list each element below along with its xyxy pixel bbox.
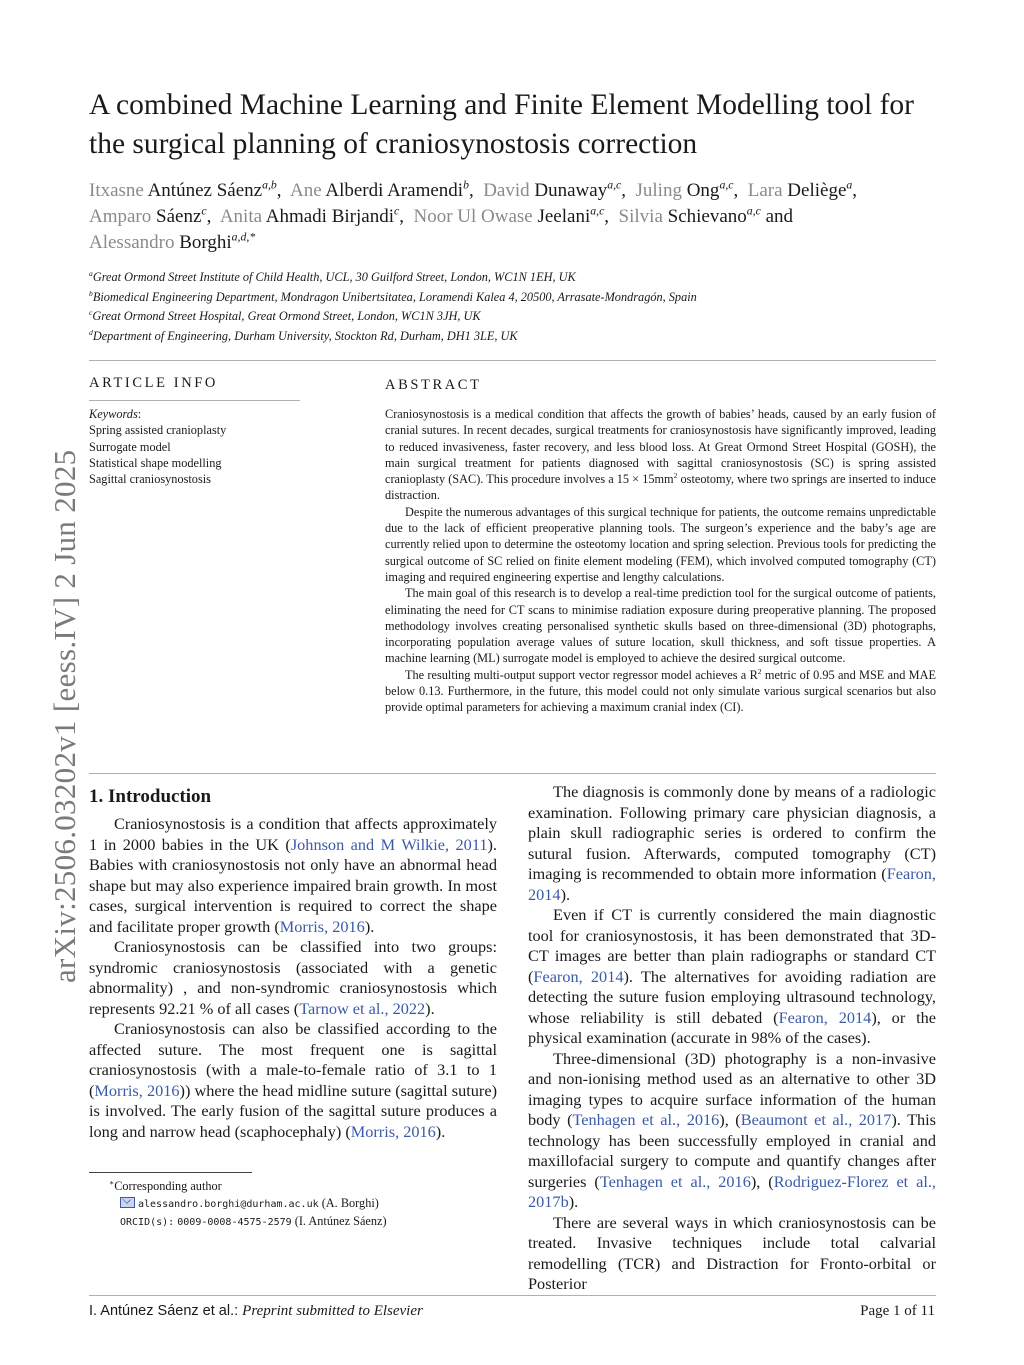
citation-link[interactable]: Beaumont et al., 2017 [740, 1110, 892, 1129]
citation-link[interactable]: Fearon, 2014 [778, 1007, 872, 1027]
citation-link[interactable]: Morris, 2016 [350, 1121, 436, 1141]
body-paragraph: Craniosynostosis is a condition that affects approximately 1 in 2000 babies in the UK (Johnson and M Wilkie, 2011). Babies with craniosynostosis not only have an abnormal head shape but may also experience impaired brain growth. In most cases, surgical intervention is required to correct the shape and facilitate proper growth (Morris, 2016). [89, 814, 497, 936]
author[interactable]: Ane Alberdi Aramendi$^b$ [289, 178, 469, 201]
citation-link[interactable]: Tarnow et al., 2022 [299, 998, 426, 1018]
email-owner: (A. Borghi) [321, 1196, 379, 1210]
abstract-paragraph: Despite the numerous advantages of this surgical technique for patients, the outcome remains unpredictable due to the lack of efficient preoperative planning tools. The surgeon’s experience and the baby’s age are currently relied upon to determine the osteotomy location and spring selection. Previous tools for predicting the surgical outcome of SC relied on finite element modeling (FEM), which involved computed tomography (CT) imaging and required engineering expertise and lengthy calculations. [385, 504, 936, 584]
citation-link[interactable]: Johnson and M Wilkie, 2011 [290, 834, 488, 854]
abstract-heading: ABSTRACT [385, 377, 482, 393]
author[interactable]: Noor Ul Owase Jeelani$^{a,c}$ [413, 204, 605, 227]
abstract-paragraph: The main goal of this research is to develop a real-time prediction tool for the surgical outcome of patients, eliminating the need for CT scans to minimise radiation exposure during preoperative planning. The proposed methodology involves creating personalised synthetic skulls based on three-dimensional (3D) photographs, incorporating population average values of suture location, skull thickness, and soft tissue properties. A machine learning (ML) surrogate model is employed to achieve the desired surgical outcome. [385, 586, 936, 666]
section-heading: 1. Introduction [89, 786, 212, 807]
affiliation: $^a$Great Ormond Street Institute of Child Health, UCL, 30 Guilford Street, London, WC1N 1EH, UK [89, 268, 576, 284]
abstract-paragraph: Craniosynostosis is a medical condition that affects the growth of babies’ heads, caused by an early fusion of cranial sutures. In recent decades, surgical treatments for craniosynostosis have significantly improved, leading to reduced invasiveness, faster recovery, and less blood loss. At Great Ormond Street Hospital (GOSH), the main surgical treatment for patients diagnosed with sagittal craniosynostosis (SC) is spring assisted cranioplasty (SAC). This procedure involves a $15 \times 15mm^2$ osteotomy, where two springs are inserted to induce distraction. [385, 407, 936, 503]
footnote-rule [89, 1172, 252, 1173]
divider [89, 400, 300, 401]
divider [89, 360, 936, 361]
affiliation: $^b$Biomedical Engineering Department, Mondragon Unibertsitatea, Loramendi Kalea 4, 20500, Arrasate-Mondragón, Spain [89, 288, 697, 304]
orcid-label: ORCID(s): [120, 1217, 175, 1228]
footer-author: I. Antúnez Sáenz et al.: [89, 1303, 239, 1319]
author[interactable]: Lara Deliège$^a$ [747, 178, 853, 201]
author[interactable]: Amparo Sáenz$^c$ [89, 204, 207, 227]
author[interactable]: Silvia Schievano$^{a,c}$ [618, 204, 761, 227]
body-paragraph: Craniosynostosis can also be classified according to the affected suture. The most frequent one is sagittal craniosynostosis (with a male-to-female ratio of 3.1 to 1 (Morris, 2016)) where the head midline suture (sagittal suture) is involved. The early fusion of the sagittal suture produces a long and narrow head (scaphocephaly) (Morris, 2016). [89, 1019, 497, 1141]
envelope-icon [120, 1197, 135, 1208]
citation-link[interactable]: Fearon, 2014 [533, 966, 624, 986]
footer-left [89, 1303, 423, 1320]
affiliation: $^c$Great Ormond Street Hospital, Great Ormond Street, London, WC1N 3JH, UK [89, 307, 481, 323]
corresponding-note: ∗Corresponding author [109, 1177, 222, 1193]
citation-link[interactable]: Morris, 2016 [94, 1080, 180, 1100]
body-paragraph: Craniosynostosis can be classified into two groups: syndromic craniosynostosis (associated with a genetic abnormality) , and non-syndromic craniosynostosis which represents 92.21 % of all cases (Tarnow et al., 2022). [89, 937, 497, 1018]
keyword: Surrogate model [89, 439, 171, 454]
abstract-body [385, 406, 936, 716]
author[interactable]: Anita Ahmadi Birjandi$^c$ [219, 204, 400, 227]
orcid-id[interactable]: 0009-0008-4575-2579 [177, 1217, 292, 1228]
author[interactable]: Itxasne Antúnez Sáenz$^{a,b}$ [89, 178, 277, 201]
keyword: Statistical shape modelling [89, 455, 222, 470]
citation-link[interactable]: Rodriguez-Florez et al., 2017b [528, 1171, 937, 1211]
footer-divider [89, 1295, 936, 1296]
footnotes [109, 1178, 509, 1231]
authors-and: and [765, 206, 794, 227]
paper-title: A combined Machine Learning and Finite Element Modelling tool for the surgical planning of craniosynostosis correction [89, 89, 914, 160]
author[interactable]: David Dunaway$^{a,c}$ [483, 178, 622, 201]
affiliations [89, 268, 949, 346]
body-paragraph: Even if CT is currently considered the main diagnostic tool for craniosynostosis, it has been demonstrated that 3D-CT images are better than plain radiographs or standard CT (Fearon, 2014). The alternatives for avoiding radiation are detecting the suture fusion employing ultrasound technology, whose reliability is still debated (Fearon, 2014), or the physical examination (accurate in 98% of the cases). [528, 905, 936, 1047]
orcid-owner: (I. Antúnez Sáenz) [294, 1214, 387, 1228]
keyword: Spring assisted cranioplasty [89, 423, 227, 438]
affiliation: $^d$Department of Engineering, Durham University, Stockton Rd, Durham, DH1 3LE, UK [89, 327, 518, 343]
page-number: Page 1 of 11 [860, 1303, 935, 1319]
right-column [528, 782, 936, 1295]
author[interactable]: Juling Ong$^{a,c}$ [635, 178, 734, 201]
keyword: Sagittal craniosynostosis [89, 472, 211, 487]
intro-column [89, 785, 497, 1142]
citation-link[interactable]: Tenhagen et al., 2016 [572, 1110, 720, 1129]
email-link[interactable]: alessandro.borghi@durham.ac.uk [138, 1199, 319, 1210]
author-list: Itxasne Antúnez Sáenz$^{a,b}$, Ane Alberdi Aramendi$^b$, David Dunaway$^{a,c}$, Juling Ong$^{a,c}$, Lara Deliège$^a$, Amparo Sáenz$^c$, Anita Ahmadi Birjandi$^c$, Noor Ul Owase Jeelani$^{a,c}$, Silvia Schievano$^{a,c}$ and Alessandro Borghi$^{a,d,*}$ [89, 178, 858, 253]
divider [89, 773, 936, 774]
footer-note: Preprint submitted to Elsevier [242, 1303, 423, 1319]
body-paragraph: There are several ways in which craniosynostosis can be treated. Invasive techniques include total calvarial remodelling (TCR) and Distraction for Fronto-orbital or Posterior [528, 1212, 936, 1293]
citation-link[interactable]: Tenhagen et al., 2016 [599, 1171, 751, 1191]
abstract-paragraph: The resulting multi-output support vector regressor model achieves a $R^2$ metric of 0.95 and MSE and MAE below 0.13. Furthermore, in the future, this model could not only simulate various surgical scenarios but also provide optimal parameters for achieving a maximum cranial index (CI). [385, 666, 937, 715]
keywords-block: Keywords: Spring assisted cranioplasty Surrogate model Statistical shape modelling Sagittal craniosynostosis [89, 406, 304, 487]
body-paragraph: The diagnosis is commonly done by means of a radiologic examination. Following primary care physician diagnosis, a plain skull radiographic series is ordered to confirm the sutural fusion. Afterwards, computed tomography (CT) imaging is recommended to obtain more information (Fearon, 2014). [528, 782, 936, 904]
article-info-heading: ARTICLE INFO [89, 375, 219, 391]
citation-link[interactable]: Morris, 2016 [279, 916, 365, 936]
keywords-label: Keywords [89, 407, 138, 421]
author[interactable]: Alessandro Borghi$^{a,d,*}$ [89, 230, 256, 253]
citation-link[interactable]: Fearon, 2014 [528, 864, 936, 904]
arxiv-stamp: arXiv:2506.03202v1 [eess.IV] 2 Jun 2025 [47, 449, 82, 983]
body-paragraph: Three-dimensional (3D) photography is a non-invasive and non-ionising method used as an alternative to other 3D imaging types to acquire surface information of the human body (Tenhagen et al., 2016), (Beaumont et al., 2017). This technology has been successfully employed in cranial and maxillofacial surgery to compute and quantify changes after surgeries (Tenhagen et al., 2016), (Rodriguez-Florez et al., 2017b). [528, 1048, 937, 1211]
